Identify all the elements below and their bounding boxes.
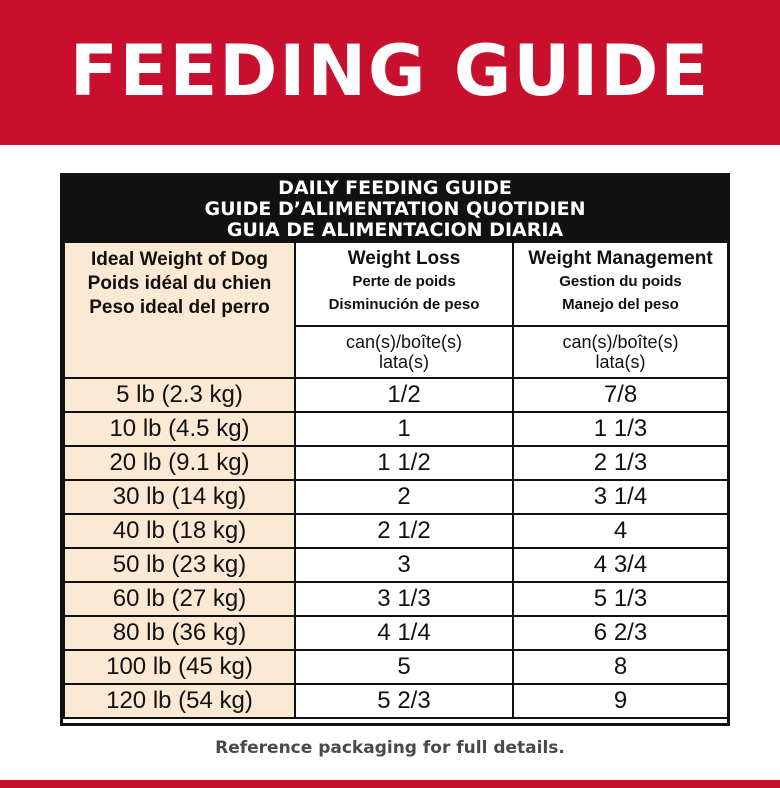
weight-cell: 100 lb (45 kg) — [64, 650, 295, 684]
column-header-weight-loss-en: Weight Loss — [347, 248, 461, 269]
weight-loss-cell: 1 — [295, 412, 513, 446]
weight-management-cell: 8 — [513, 650, 728, 684]
weight-loss-cell: 1 1/2 — [295, 446, 513, 480]
weight-loss-cell: 4 1/4 — [295, 616, 513, 650]
weight-management-cell: 1 1/3 — [513, 412, 728, 446]
unit-label-line: can(s)/boîte(s) — [345, 332, 463, 352]
table-header-line-es: GUIA DE ALIMENTACION DIARIA — [226, 219, 564, 241]
weight-management-cell: 7/8 — [513, 378, 728, 412]
footnote: Reference packaging for full details. — [215, 738, 565, 758]
unit-label-line: lata(s) — [595, 352, 646, 372]
weight-management-cell: 5 1/3 — [513, 582, 728, 616]
table-row — [64, 582, 728, 616]
weight-loss-cell: 5 — [295, 650, 513, 684]
column-header-weight-es: Peso ideal del perro — [89, 297, 270, 318]
table-row — [64, 548, 728, 582]
table-row — [64, 514, 728, 548]
column-header-weight-management-en: Weight Management — [528, 248, 713, 269]
feeding-grid — [63, 241, 729, 719]
column-header-weight — [64, 242, 295, 378]
feeding-table — [60, 173, 730, 726]
bottom-accent-bar — [0, 780, 780, 788]
table-row — [64, 480, 728, 514]
table-row — [64, 684, 728, 718]
unit-label-weight-management — [513, 326, 728, 378]
weight-management-cell: 6 2/3 — [513, 616, 728, 650]
unit-label-line: lata(s) — [378, 352, 429, 372]
table-row — [64, 650, 728, 684]
weight-cell: 30 lb (14 kg) — [64, 480, 295, 514]
column-header-weight-loss — [295, 242, 513, 326]
column-header-weight-loss-fr: Perte de poids — [352, 273, 456, 290]
table-header-line-fr: GUIDE D’ALIMENTATION QUOTIDIEN — [204, 198, 586, 220]
weight-loss-cell: 2 — [295, 480, 513, 514]
column-header-weight-management-fr: Gestion du poids — [559, 273, 682, 290]
page-title: FEEDING GUIDE — [69, 29, 711, 112]
weight-cell: 40 lb (18 kg) — [64, 514, 295, 548]
weight-management-cell: 2 1/3 — [513, 446, 728, 480]
title-banner — [0, 0, 780, 145]
weight-loss-cell: 1/2 — [295, 378, 513, 412]
weight-cell: 60 lb (27 kg) — [64, 582, 295, 616]
column-header-weight-en: Ideal Weight of Dog — [91, 249, 268, 270]
unit-label-weight-loss — [295, 326, 513, 378]
table-row — [64, 378, 728, 412]
weight-cell: 10 lb (4.5 kg) — [64, 412, 295, 446]
weight-cell: 50 lb (23 kg) — [64, 548, 295, 582]
weight-cell: 5 lb (2.3 kg) — [64, 378, 295, 412]
column-header-weight-fr: Poids idéal du chien — [87, 273, 272, 294]
weight-loss-cell: 3 — [295, 548, 513, 582]
weight-management-cell: 3 1/4 — [513, 480, 728, 514]
column-header-weight-loss-es: Disminución de peso — [328, 296, 480, 313]
table-header — [63, 176, 727, 241]
column-header-weight-management — [513, 242, 728, 326]
weight-loss-cell: 3 1/3 — [295, 582, 513, 616]
weight-cell: 80 lb (36 kg) — [64, 616, 295, 650]
table-header-line-en: DAILY FEEDING GUIDE — [278, 177, 512, 199]
column-header-weight-management-es: Manejo del peso — [562, 296, 679, 313]
weight-cell: 20 lb (9.1 kg) — [64, 446, 295, 480]
weight-cell: 120 lb (54 kg) — [64, 684, 295, 718]
weight-management-cell: 9 — [513, 684, 728, 718]
weight-loss-cell: 2 1/2 — [295, 514, 513, 548]
unit-label-line: can(s)/boîte(s) — [562, 332, 679, 352]
table-row — [64, 446, 728, 480]
weight-management-cell: 4 — [513, 514, 728, 548]
weight-loss-cell: 5 2/3 — [295, 684, 513, 718]
weight-management-cell: 4 3/4 — [513, 548, 728, 582]
table-row — [64, 616, 728, 650]
table-row — [64, 412, 728, 446]
